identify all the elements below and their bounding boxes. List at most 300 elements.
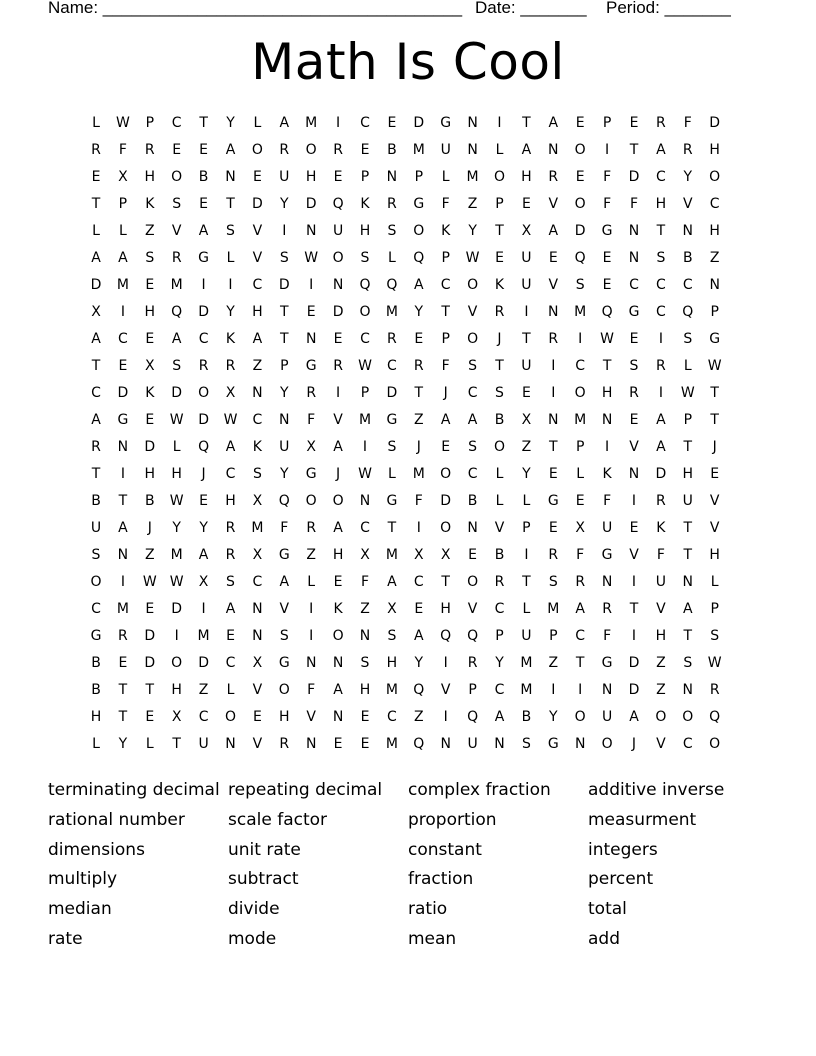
grid-letter: H	[144, 466, 156, 482]
grid-letter: S	[468, 358, 478, 374]
grid-letter: C	[629, 277, 639, 293]
grid-letter: H	[171, 466, 182, 482]
grid-letter: M	[116, 601, 129, 617]
grid-letter: R	[225, 358, 236, 374]
grid-letter: S	[172, 358, 182, 374]
grid-letter: I	[443, 709, 448, 725]
grid-letter: T	[91, 358, 101, 374]
grid-letter: U	[655, 574, 667, 590]
grid-letter: C	[118, 331, 128, 347]
grid-letter: R	[387, 196, 397, 212]
grid-letter: U	[521, 628, 532, 644]
grid-letter: I	[336, 385, 341, 401]
grid-letter: Q	[413, 682, 425, 698]
grid-letter: M	[385, 547, 398, 563]
grid-letter: Y	[118, 736, 128, 752]
grid-letter: A	[656, 142, 666, 158]
grid-letter: M	[385, 304, 398, 320]
grid-letter: Y	[683, 169, 693, 185]
grid-row	[83, 191, 733, 218]
grid-letter: C	[709, 196, 720, 212]
grid-letter: I	[120, 304, 125, 320]
grid-letter: G	[278, 547, 290, 563]
grid-letter: L	[522, 493, 531, 509]
grid-letter: E	[360, 736, 370, 752]
grid-letter: M	[466, 169, 479, 185]
grid-letter: Z	[360, 601, 370, 617]
grid-letter: X	[575, 520, 585, 536]
grid-letter: G	[601, 223, 613, 239]
grid-letter: W	[169, 574, 184, 590]
grid-letter: C	[387, 358, 397, 374]
grid-letter: T	[575, 655, 585, 671]
grid-letter: O	[493, 169, 506, 185]
grid-letter: W	[465, 250, 480, 266]
grid-row	[83, 461, 733, 488]
grid-letter: G	[547, 736, 559, 752]
grid-letter: H	[709, 547, 720, 563]
grid-row	[83, 542, 733, 569]
grid-letter: P	[575, 439, 585, 455]
grid-letter: E	[199, 493, 209, 509]
grid-letter: E	[387, 115, 397, 131]
grid-letter: C	[198, 709, 209, 725]
grid-letter: F	[441, 196, 450, 212]
grid-letter: X	[91, 304, 101, 320]
grid-letter: I	[362, 439, 368, 455]
grid-letter: F	[280, 520, 289, 536]
grid-letter: O	[709, 736, 721, 752]
grid-letter: J	[443, 385, 448, 401]
grid-letter: V	[656, 736, 666, 752]
grid-letter: Q	[198, 439, 210, 455]
grid-row	[83, 218, 733, 245]
grid-letter: T	[172, 736, 181, 752]
grid-letter: M	[385, 736, 398, 752]
grid-letter: K	[656, 520, 666, 536]
grid-letter: H	[171, 682, 182, 698]
grid-letter: A	[548, 115, 559, 131]
grid-letter: M	[412, 142, 425, 158]
grid-letter: E	[629, 115, 639, 131]
word-bank-item: median	[48, 899, 112, 920]
grid-letter: A	[333, 520, 343, 536]
grid-letter: S	[387, 223, 397, 239]
grid-letter: B	[387, 142, 397, 158]
grid-letter: Y	[199, 520, 208, 536]
grid-letter: T	[414, 385, 424, 401]
word-column	[228, 776, 408, 955]
grid-letter: L	[145, 736, 154, 752]
grid-letter: T	[280, 331, 289, 347]
grid-letter: A	[198, 223, 209, 239]
word-bank-item: total	[588, 899, 627, 920]
grid-letter: Q	[359, 277, 371, 293]
grid-letter: E	[548, 466, 558, 482]
grid-letter: E	[199, 196, 209, 212]
grid-letter: Z	[656, 655, 666, 671]
grid-letter: A	[118, 250, 128, 266]
grid-letter: G	[305, 466, 317, 482]
grid-letter: N	[359, 628, 371, 644]
grid-letter: K	[360, 196, 370, 212]
grid-letter: J	[201, 466, 206, 482]
grid-letter: E	[360, 142, 370, 158]
grid-row	[83, 407, 733, 434]
grid-letter: F	[603, 196, 612, 212]
grid-letter: D	[278, 277, 290, 293]
grid-letter: R	[602, 601, 612, 617]
grid-letter: I	[578, 331, 583, 347]
grid-letter: J	[147, 520, 152, 536]
grid-letter: W	[358, 358, 372, 374]
grid-letter: V	[709, 520, 720, 536]
grid-letter: N	[225, 169, 236, 185]
grid-letter: L	[495, 142, 504, 158]
grid-letter: O	[198, 385, 210, 401]
student-info-header	[48, 0, 748, 20]
grid-letter: Z	[467, 196, 478, 212]
grid-letter: O	[278, 682, 290, 698]
grid-letter: M	[385, 682, 398, 698]
word-bank-item: mode	[228, 928, 277, 949]
grid-letter: R	[171, 250, 182, 266]
grid-letter: N	[601, 574, 613, 590]
grid-letter: I	[336, 115, 341, 131]
grid-letter: E	[575, 115, 585, 131]
grid-letter: H	[709, 142, 720, 158]
grid-letter: A	[91, 412, 101, 428]
grid-letter: L	[92, 736, 100, 752]
grid-letter: I	[282, 223, 287, 239]
word-column	[408, 776, 588, 955]
grid-letter: A	[494, 709, 505, 725]
grid-letter: S	[91, 547, 101, 563]
grid-letter: T	[118, 709, 128, 725]
grid-letter: G	[547, 493, 559, 509]
grid-letter: R	[709, 682, 720, 698]
grid-letter: N	[601, 412, 613, 428]
grid-letter: K	[602, 466, 612, 482]
grid-letter: A	[521, 142, 532, 158]
grid-letter: V	[629, 439, 639, 455]
grid-letter: F	[629, 196, 639, 212]
grid-letter: T	[629, 142, 639, 158]
grid-letter: L	[118, 223, 127, 239]
grid-letter: C	[225, 655, 236, 671]
grid-letter: A	[440, 412, 451, 428]
grid-letter: Y	[549, 709, 558, 725]
grid-letter: G	[278, 655, 290, 671]
grid-row	[83, 596, 733, 623]
grid-letter: R	[225, 520, 236, 536]
grid-letter: S	[468, 439, 478, 455]
grid-letter: N	[332, 277, 344, 293]
grid-letter: E	[145, 277, 155, 293]
grid-letter: X	[118, 169, 128, 185]
grid-letter: G	[117, 412, 129, 428]
grid-letter: R	[387, 331, 397, 347]
grid-letter: D	[198, 655, 209, 671]
grid-letter: Q	[171, 304, 183, 320]
grid-letter: L	[710, 574, 719, 590]
word-bank-item: complex fraction	[408, 780, 551, 800]
grid-letter: O	[90, 574, 102, 590]
grid-letter: N	[601, 682, 613, 698]
grid-letter: L	[576, 466, 585, 482]
word-bank-item: percent	[588, 869, 654, 890]
grid-letter: E	[441, 439, 451, 455]
grid-letter: E	[495, 250, 504, 266]
grid-letter: N	[440, 736, 451, 752]
grid-letter: U	[601, 520, 613, 536]
grid-letter: P	[602, 115, 612, 131]
grid-letter: X	[252, 655, 263, 671]
grid-letter: H	[90, 709, 102, 725]
word-bank-item: add	[588, 928, 620, 949]
grid-letter: W	[304, 250, 319, 266]
grid-letter: V	[252, 736, 263, 752]
grid-letter: A	[414, 277, 424, 293]
grid-letter: O	[467, 574, 479, 590]
grid-letter: N	[467, 520, 478, 536]
grid-letter: X	[171, 709, 182, 725]
grid-letter: Y	[280, 466, 289, 482]
grid-letter: R	[144, 142, 155, 158]
grid-letter: A	[279, 574, 290, 590]
grid-letter: K	[225, 331, 236, 347]
grid-letter: W	[707, 358, 722, 374]
grid-letter: D	[144, 655, 156, 671]
grid-letter: G	[413, 196, 425, 212]
grid-letter: C	[656, 169, 666, 185]
word-bank-item: ratio	[408, 899, 448, 920]
word-bank	[48, 776, 788, 966]
grid-letter: T	[118, 493, 128, 509]
grid-letter: U	[521, 277, 532, 293]
grid-letter: C	[467, 466, 478, 482]
grid-letter: V	[467, 304, 478, 320]
grid-letter: T	[683, 520, 693, 536]
grid-letter: D	[628, 655, 640, 671]
grid-letter: R	[306, 385, 317, 401]
grid-letter: H	[225, 493, 236, 509]
grid-letter: U	[440, 142, 451, 158]
grid-letter: Q	[709, 709, 721, 725]
word-bank-item: fraction	[408, 869, 474, 890]
grid-letter: T	[683, 439, 693, 455]
grid-letter: S	[252, 466, 262, 482]
grid-letter: E	[521, 385, 531, 401]
grid-letter: G	[386, 412, 398, 428]
grid-letter: G	[601, 655, 613, 671]
grid-letter: H	[655, 628, 667, 644]
grid-letter: J	[416, 439, 421, 455]
grid-letter: L	[387, 250, 396, 266]
grid-letter: Z	[656, 682, 666, 698]
grid-letter: N	[682, 574, 694, 590]
word-bank-item: rate	[48, 928, 83, 949]
grid-letter: A	[467, 412, 478, 428]
grid-letter: O	[171, 655, 183, 671]
grid-letter: H	[682, 466, 694, 482]
grid-letter: Z	[709, 250, 720, 266]
grid-letter: J	[631, 736, 637, 752]
grid-row	[83, 623, 733, 650]
grid-letter: V	[548, 196, 559, 212]
grid-letter: A	[118, 520, 128, 536]
period-field: Period: _______	[606, 0, 731, 17]
grid-letter: R	[91, 439, 101, 455]
grid-letter: B	[494, 547, 505, 563]
grid-letter: N	[574, 736, 586, 752]
grid-letter: E	[521, 196, 531, 212]
grid-letter: E	[575, 169, 585, 185]
grid-letter: S	[710, 628, 720, 644]
grid-letter: P	[495, 628, 504, 644]
grid-letter: H	[332, 547, 344, 563]
grid-letter: I	[497, 115, 502, 131]
grid-letter: K	[333, 601, 343, 617]
grid-letter: C	[656, 304, 666, 320]
grid-letter: I	[551, 682, 556, 698]
grid-letter: T	[280, 304, 289, 320]
word-bank-item: integers	[588, 839, 658, 860]
grid-letter: F	[118, 142, 127, 158]
grid-letter: Q	[413, 250, 425, 266]
grid-letter: O	[467, 277, 479, 293]
grid-letter: F	[414, 493, 423, 509]
grid-letter: V	[333, 412, 343, 428]
grid-letter: J	[497, 331, 502, 347]
grid-letter: A	[225, 601, 236, 617]
grid-letter: V	[656, 601, 666, 617]
grid-letter: M	[520, 655, 533, 671]
grid-letter: C	[91, 601, 101, 617]
grid-letter: S	[226, 223, 235, 239]
grid-letter: S	[683, 655, 693, 671]
grid-letter: O	[682, 709, 694, 725]
grid-letter: F	[683, 115, 692, 131]
word-bank-item: rational number	[48, 809, 185, 830]
grid-letter: L	[253, 115, 262, 131]
grid-letter: C	[682, 277, 693, 293]
word-bank-item: repeating decimal	[228, 780, 383, 800]
grid-letter: N	[117, 547, 129, 563]
grid-letter: C	[360, 331, 370, 347]
grid-letter: H	[279, 709, 290, 725]
grid-letter: Z	[145, 223, 155, 239]
grid-letter: O	[305, 142, 317, 158]
grid-letter: P	[468, 682, 477, 698]
grid-row	[83, 380, 733, 407]
grid-letter: H	[252, 304, 263, 320]
grid-letter: W	[115, 115, 130, 131]
grid-row	[83, 299, 733, 326]
grid-letter: A	[656, 439, 666, 455]
grid-letter: W	[169, 493, 184, 509]
grid-letter: G	[386, 493, 398, 509]
grid-letter: E	[602, 250, 612, 266]
grid-letter: V	[629, 547, 639, 563]
grid-letter: I	[201, 277, 206, 293]
grid-letter: C	[413, 574, 424, 590]
grid-letter: E	[414, 601, 424, 617]
grid-letter: J	[712, 439, 717, 455]
grid-letter: C	[171, 115, 182, 131]
grid-letter: V	[306, 709, 316, 725]
grid-letter: B	[91, 682, 101, 698]
grid-letter: C	[387, 709, 397, 725]
grid-letter: A	[91, 331, 101, 347]
grid-letter: X	[521, 223, 532, 239]
grid-letter: T	[387, 520, 397, 536]
grid-letter: X	[440, 547, 451, 563]
grid-letter: G	[628, 304, 640, 320]
grid-row	[83, 353, 733, 380]
grid-letter: D	[90, 277, 102, 293]
grid-letter: D	[171, 385, 183, 401]
grid-letter: M	[574, 304, 587, 320]
grid-letter: R	[575, 574, 586, 590]
grid-letter: Y	[522, 466, 531, 482]
grid-letter: H	[709, 223, 720, 239]
grid-letter: T	[441, 574, 450, 590]
grid-letter: M	[520, 682, 533, 698]
grid-letter: M	[197, 628, 210, 644]
name-field: Name: ______________________________________	[48, 0, 463, 17]
grid-letter: Y	[172, 520, 181, 536]
grid-letter: N	[628, 250, 640, 266]
grid-letter: O	[251, 142, 263, 158]
grid-letter: D	[628, 682, 640, 698]
grid-letter: F	[656, 547, 665, 563]
grid-letter: U	[467, 736, 478, 752]
grid-letter: D	[171, 601, 183, 617]
grid-letter: M	[251, 520, 264, 536]
word-bank-item: constant	[408, 839, 482, 860]
grid-row	[83, 677, 733, 704]
grid-letter: S	[387, 628, 397, 644]
grid-letter: T	[522, 115, 531, 131]
grid-letter: I	[605, 142, 610, 158]
grid-letter: R	[682, 142, 693, 158]
grid-letter: A	[171, 331, 182, 347]
grid-letter: S	[575, 277, 585, 293]
grid-letter: E	[252, 169, 262, 185]
grid-letter: R	[467, 655, 478, 671]
grid-letter: B	[144, 493, 155, 509]
grid-letter: L	[441, 169, 450, 185]
grid-letter: R	[656, 493, 666, 509]
grid-letter: F	[307, 682, 316, 698]
grid-letter: N	[332, 655, 344, 671]
grid-letter: E	[91, 169, 101, 185]
grid-letter: D	[305, 196, 317, 212]
grid-letter: X	[252, 493, 263, 509]
grid-letter: L	[683, 358, 692, 374]
word-column	[48, 776, 228, 955]
grid-letter: H	[655, 196, 667, 212]
grid-letter: H	[144, 169, 156, 185]
grid-letter: N	[548, 304, 559, 320]
grid-letter: Z	[306, 547, 316, 563]
grid-letter: C	[440, 277, 451, 293]
grid-letter: T	[118, 682, 128, 698]
grid-letter: P	[495, 196, 504, 212]
date-field: Date: _______	[475, 0, 587, 17]
grid-letter: D	[386, 385, 398, 401]
